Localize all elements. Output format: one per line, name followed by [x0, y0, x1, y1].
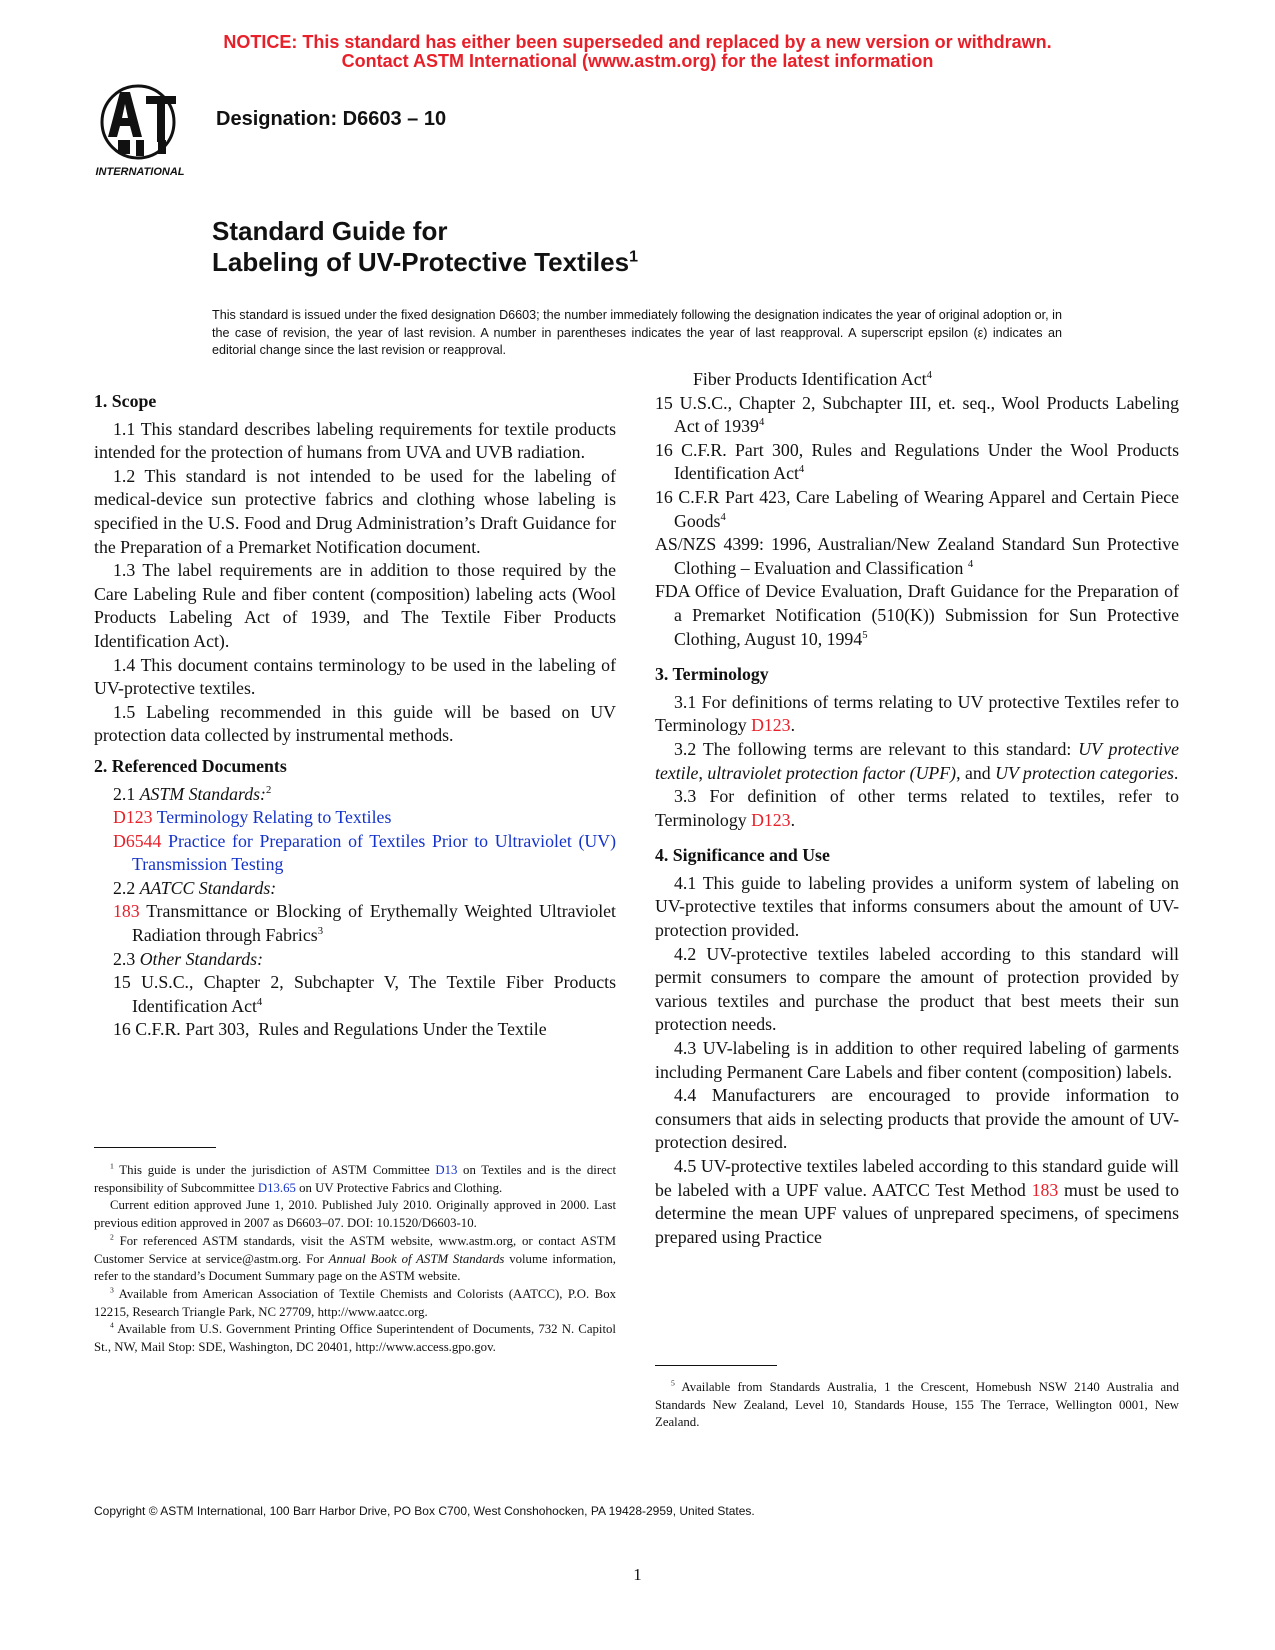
para-1-1: 1.1 This standard describes labeling requirements for textile products intended for the protection of humans from UVA and UVB radiation.	[94, 418, 616, 463]
svg-text:INTERNATIONAL: INTERNATIONAL	[95, 166, 185, 178]
para-1-3: 1.3 The label requirements are in addition to those required by the Care Labeling Rule and fiber content (composition) labeling acts (Wool Products Labeling Act of 1939, and The Textile Fiber Products Identification Act).	[94, 560, 616, 651]
para-3-1: 3.1 For definitions of terms relating to UV protective Textiles refer to Terminology D123.	[655, 691, 1179, 736]
footnote-1-edition: Current edition approved June 1, 2010. Published July 2010. Originally approved in 2000. Last previous edition approved in 2007 as D6603–07. DOI: 10.1520/D6603-10.	[94, 1198, 616, 1231]
footnote-divider-right	[655, 1365, 777, 1366]
section-heading-referenced-documents: 2. Referenced Documents	[94, 755, 287, 776]
astm-logo	[88, 82, 203, 182]
title-line-1: Standard Guide for	[212, 216, 448, 246]
section-heading-significance: 4. Significance and Use	[655, 845, 830, 866]
other-standards-heading: 2.3 Other Standards:	[113, 948, 264, 969]
section-heading-scope: 1. Scope	[94, 391, 157, 411]
notice-line-1: NOTICE: This standard has either been superseded and replaced by a new version or withdrawn.	[223, 32, 1052, 52]
aatcc-standards-heading: 2.2 AATCC Standards:	[113, 877, 277, 898]
para-4-2: 4.2 UV-protective textiles labeled according to this standard will permit consumers to compare the amount of protection provided by various textiles and purchase the product that best meets their sun protection needs.	[655, 943, 1179, 1035]
ref-other-7: FDA Office of Device Evaluation, Draft Guidance for the Preparation of a Premarket Notification (510(K)) Submission for Sun Protective Clothing, August 10, 1994$^5$	[655, 581, 1179, 649]
left-column	[94, 390, 616, 1042]
ref-d123	[113, 806, 616, 830]
ref-other-1: 15 U.S.C., Chapter 2, Subchapter V, The Textile Fiber Products Identification Act$^4$	[113, 972, 616, 1016]
ref-other-3: 15 U.S.C., Chapter 2, Subchapter III, et. seq., Wool Products Labeling Act of 1939$^4$	[655, 392, 1179, 437]
para-4-1: 4.1 This guide to labeling provides a uniform system of labeling on UV-protective textiles that informs consumers about the amount of UV-protection provided.	[655, 872, 1179, 941]
title-line-2	[212, 247, 638, 278]
ref-other-2-start: 16 C.F.R. Part 303, Rules and Regulations Under the Textile	[113, 1019, 547, 1040]
terminology-d123-link-2[interactable]: D123	[751, 809, 791, 830]
issuance-note: This standard is issued under the fixed designation D6603; the number immediately following the designation indicates the year of original adoption or, in the case of revision, the year of last revision. A number in parentheses indicates the year of last reapproval. A superscript epsilon (ε) indicates an editorial change since the last revision or reapproval.	[212, 308, 1062, 357]
para-4-3: 4.3 UV-labeling is in addition to other required labeling of garments including Permanent Care Labels and fiber content (composition) labels.	[655, 1038, 1179, 1082]
para-1-4: 1.4 This document contains terminology to be used in the labeling of UV-protective textiles.	[94, 654, 616, 699]
footnote-2: $^2$ For referenced ASTM standards, visit the ASTM website, www.astm.org, or contact ASTM Customer Service at service@astm.org. For Annual Book of ASTM Standards volume information, refer to the standard’s Document Summary page on the ASTM website.	[94, 1232, 617, 1284]
withdrawn-notice	[0, 33, 1275, 71]
ref-d123-code-link[interactable]: D123	[113, 807, 153, 828]
footnote-d13-65-link[interactable]: D13.65	[257, 1180, 296, 1195]
document-title	[212, 216, 638, 278]
copyright-line: Copyright © ASTM International, 100 Barr Harbor Drive, PO Box C700, West Conshohocken, PA 19428-2959, United States.	[94, 1504, 755, 1518]
ref-d6544-title-link[interactable]: Practice for Preparation of Textiles Prior to Ultraviolet (UV) Transmission Testing	[132, 830, 616, 875]
ref-d6544-code-link[interactable]: D6544	[113, 830, 162, 851]
para-4-5: 4.5 UV-protective textiles labeled according to this standard guide will be labeled with a UPF value. AATCC Test Method 183 must be used to determine the mean UPF values of unprepared specimens, of specimens prepared using Practice	[655, 1156, 1179, 1247]
footnotes-right	[655, 1379, 1179, 1432]
para-4-4: 4.4 Manufacturers are encouraged to provide information to consumers that aids in selecting products that provide the amount of UV-protection desired.	[655, 1085, 1179, 1153]
ref-d123-title-link[interactable]: Terminology Relating to Textiles	[156, 807, 392, 828]
significance-183-link[interactable]: 183	[1031, 1179, 1059, 1200]
footnote-d13-link[interactable]: D13	[435, 1163, 458, 1177]
astm-standards-heading: 2.1 ASTM Standards:$^2$	[113, 783, 272, 804]
ref-other-6: AS/NZS 4399: 1996, Australian/New Zealand Standard Sun Protective Clothing – Evaluation and Classification $^4$	[655, 534, 1179, 578]
title-text: Labeling of UV-Protective Textiles	[212, 247, 630, 277]
footnote-5: $^5$ Available from Standards Australia, 1 the Crescent, Homebush NSW 2140 Australia and Standards New Zealand, Level 10, Standards House, 155 The Terrace, Wellington 0001, New Zealand.	[655, 1378, 1179, 1430]
ref-other-5: 16 C.F.R Part 423, Care Labeling of Wearing Apparel and Certain Piece Goods$^4$	[655, 486, 1179, 531]
ref-183-code-link[interactable]: 183	[113, 901, 140, 922]
para-3-3: 3.3 For definition of other terms related to textiles, refer to Terminology D123.	[655, 786, 1179, 830]
footnote-4: $^4$ Available from U.S. Government Printing Office Superintendent of Documents, 732 N. Capitol St., NW, Mail Stop: SDE, Washington, DC 20401, http://www.access.gpo.gov.	[94, 1321, 616, 1355]
ref-d6544	[113, 830, 616, 877]
footnote-1: $^1$ This guide is under the jurisdiction of ASTM Committee D13 on Textiles and is the direct responsibility of Subcommittee D13.65 on UV Protective Fabrics and Clothing.	[94, 1161, 616, 1195]
footnote-3: $^3$ Available from American Association of Textile Chemists and Colorists (AATCC), P.O. Box 12215, Research Triangle Park, NC 27709, http://www.aatcc.org.	[94, 1285, 616, 1319]
notice-line-2: Contact ASTM International (www.astm.org) for the latest information	[341, 51, 934, 71]
right-column	[655, 368, 1179, 1249]
footnote-divider	[94, 1147, 216, 1148]
section-heading-terminology: 3. Terminology	[655, 664, 769, 685]
page-number: 1	[633, 1565, 642, 1584]
para-1-2: 1.2 This standard is not intended to be used for the labeling of medical-device sun protective fabrics and clothing whose labeling is specified in the U.S. Food and Drug Administration’s Draft Guidance for the Preparation of a Premarket Notification document.	[94, 465, 616, 557]
para-3-2: 3.2 The following terms are relevant to this standard: UV protective textile, ultraviolet protection factor (UPF), and UV protection categories.	[655, 738, 1179, 783]
ref-aatcc-183: 183 Transmittance or Blocking of Erythemally Weighted Ultraviolet Radiation through Fabrics$^3$	[113, 901, 616, 946]
para-1-5: 1.5 Labeling recommended in this guide will be based on UV protection data collected by instrumental methods.	[94, 701, 616, 746]
ref-other-4: 16 C.F.R. Part 300, Rules and Regulations Under the Wool Products Identification Act$^4$	[655, 439, 1179, 484]
terminology-d123-link-1[interactable]: D123	[751, 715, 791, 736]
designation: Designation: D6603 – 10	[216, 108, 447, 130]
title-footnote-ref: 1	[629, 248, 638, 266]
astm-logo-icon	[88, 82, 203, 182]
ref-other-2-end: Fiber Products Identification Act$^4$	[693, 369, 932, 389]
footnotes-left	[94, 1162, 616, 1357]
